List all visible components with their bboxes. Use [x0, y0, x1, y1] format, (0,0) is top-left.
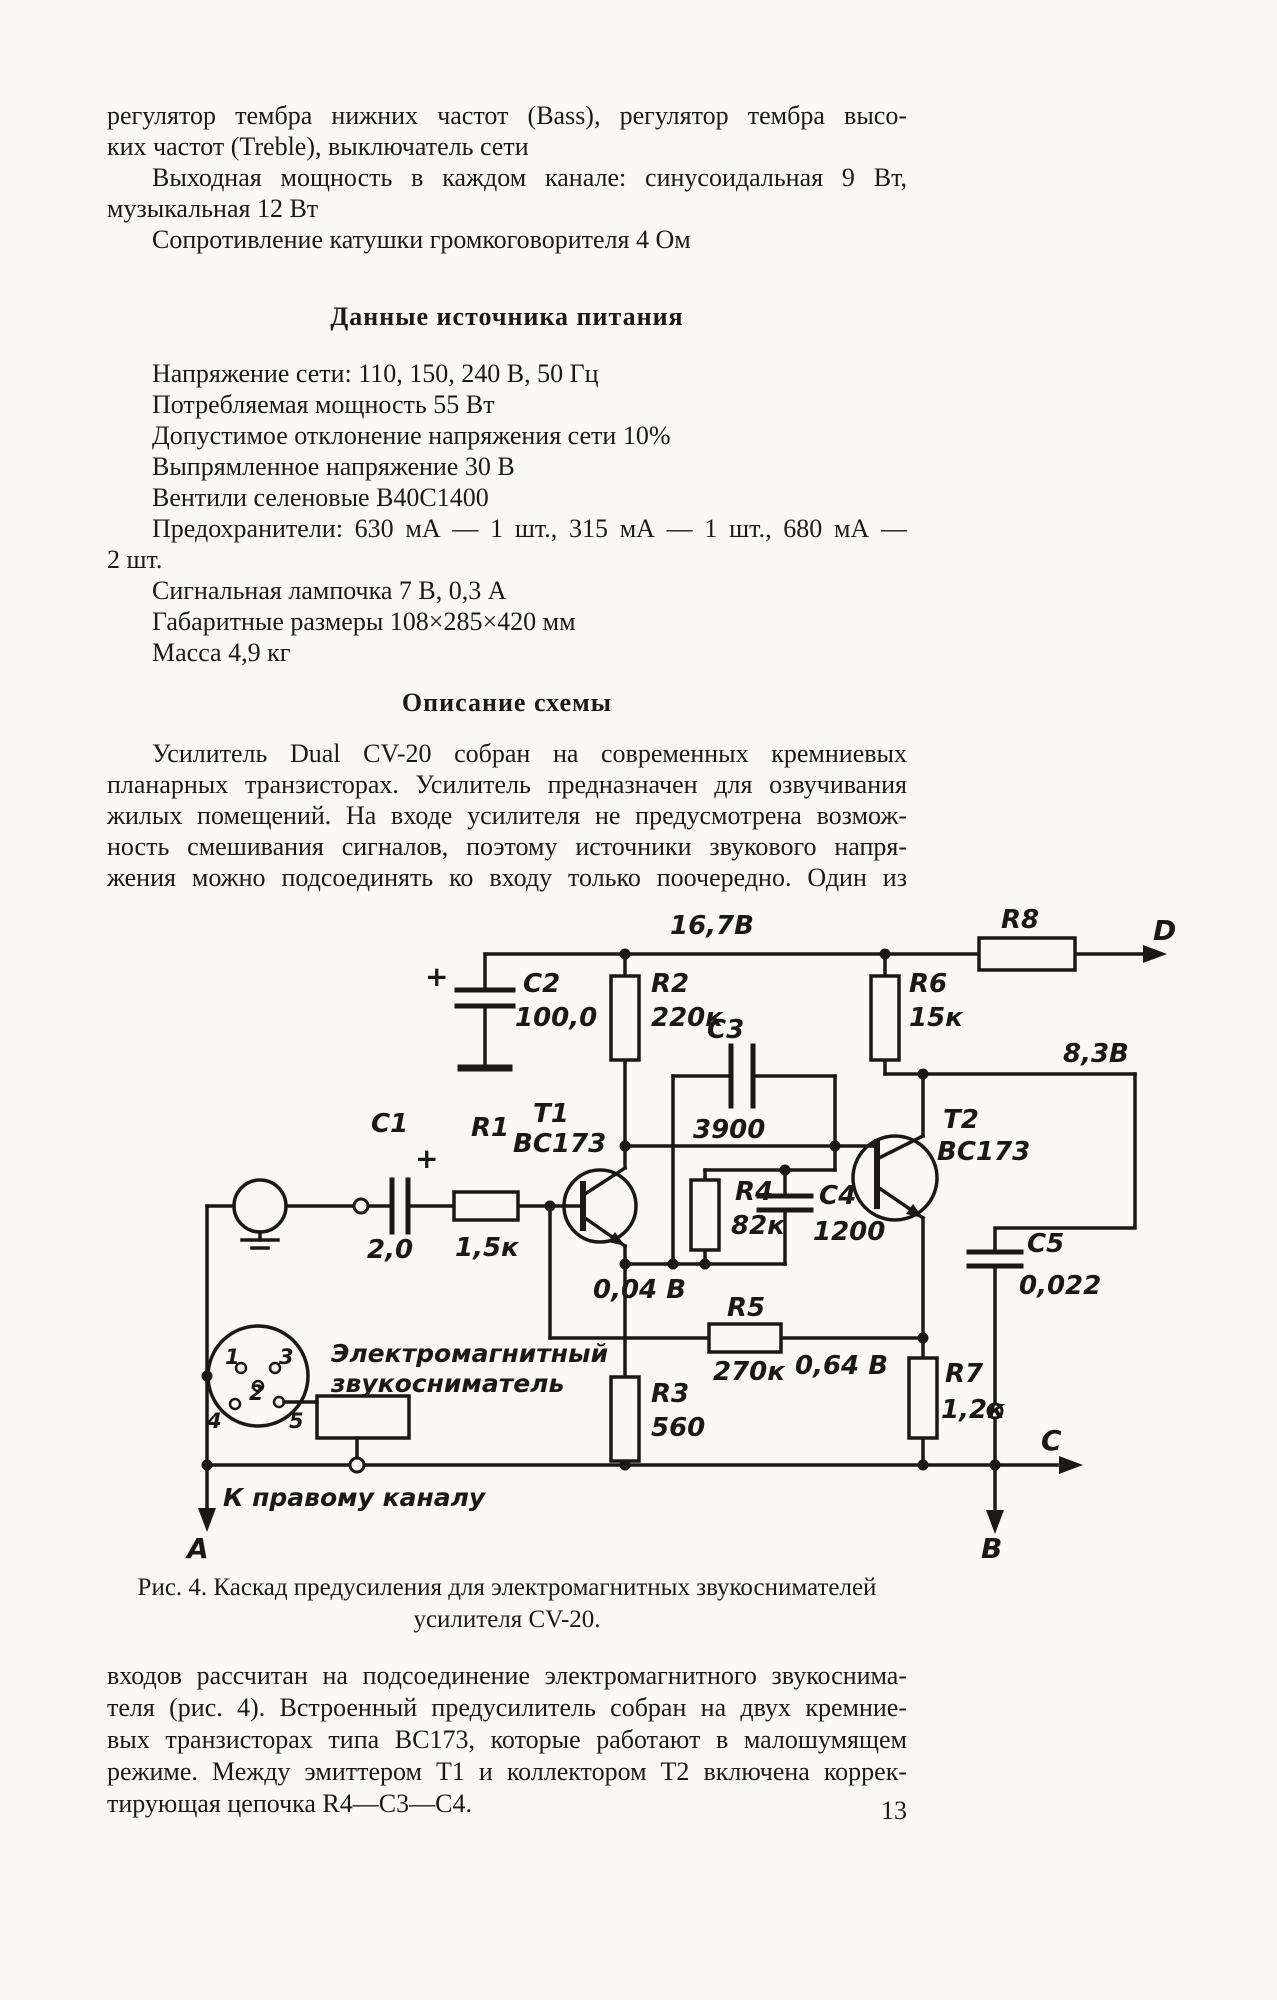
- label-r3: R3: [651, 1379, 690, 1409]
- label-pin5: 5: [289, 1409, 304, 1433]
- resistor-r1: [454, 1192, 518, 1220]
- figure-caption: [107, 1572, 907, 1636]
- label-c5: C5: [1027, 1229, 1065, 1259]
- list-item: Масса 4,9 кг: [152, 638, 291, 667]
- label-t2-collector-voltage: 8,3В: [1063, 1039, 1129, 1069]
- label-r3-value: 560: [651, 1413, 706, 1443]
- arrow-c: [1059, 1456, 1083, 1474]
- text-line: жилых помещений. На входе усилителя не предусмотрена возмож-: [107, 801, 907, 830]
- arrow-a: [198, 1508, 216, 1532]
- label-r5-value: 270к: [713, 1357, 785, 1387]
- text-line: ность смешивания сигналов, поэтому источники звукового напря-: [107, 832, 907, 861]
- label-pickup-line1: Электромагнитный: [331, 1339, 609, 1368]
- text-line: музыкальная 12 Вт: [107, 194, 319, 223]
- text-line: ких частот (Treble), выключатель сети: [107, 132, 529, 161]
- label-r1-value: 1,5к: [455, 1233, 519, 1263]
- label-r7: R7: [945, 1359, 984, 1389]
- label-t2: T2: [943, 1105, 979, 1135]
- page-number: 13: [881, 1796, 907, 1825]
- list-item: Потребляемая мощность 55 Вт: [152, 390, 495, 419]
- label-c4-value: 1200: [813, 1217, 886, 1247]
- text-line: регулятор тембра нижних частот (Bass), регулятор тембра высо-: [107, 101, 907, 130]
- list-item: 2 шт.: [107, 545, 163, 574]
- power-data-list: [107, 358, 907, 668]
- section-heading-power: Данные источника питания: [330, 302, 684, 331]
- text-line: планарных транзисторах. Усилитель предназначен для озвучивания: [107, 770, 907, 799]
- label-c3: C3: [707, 1015, 745, 1045]
- text-line: режиме. Между эмиттером Т1 и коллектором Т2 включена коррек-: [107, 1757, 907, 1786]
- text-line: жения можно подсоединять ко входу только поочередно. Один из: [107, 863, 907, 892]
- label-r4-value: 82к: [731, 1211, 785, 1241]
- text-line: Сопротивление катушки громкоговорителя 4 Ом: [152, 225, 691, 254]
- section-heading-description: Описание схемы: [401, 688, 613, 717]
- circuit-diagram: [95, 888, 1185, 1568]
- label-r5: R5: [727, 1293, 766, 1323]
- label-t2-type: ВС173: [937, 1137, 1031, 1167]
- label-r2-value: 220к: [651, 1003, 723, 1033]
- label-r7-value: 1,2к: [941, 1395, 1005, 1425]
- text-line: Усилитель Dual CV-20 собран на современных кремниевых: [152, 739, 907, 768]
- label-r4: R4: [735, 1177, 774, 1207]
- paragraph-specs: [107, 100, 907, 255]
- caption-line: усилителя CV-20.: [413, 1606, 601, 1633]
- label-c1-plus: +: [415, 1142, 439, 1175]
- label-terminal-c: С: [1041, 1424, 1062, 1457]
- label-supply-voltage: 16,7В: [670, 911, 754, 941]
- list-item: Допустимое отклонение напряжения сети 10%: [152, 421, 671, 450]
- label-pickup-line2: звукосниматель: [331, 1369, 565, 1398]
- label-c1-value: 2,0: [367, 1235, 414, 1265]
- resistor-r5: [709, 1324, 781, 1352]
- label-r6-value: 15к: [909, 1003, 963, 1033]
- list-item: Сигнальная лампочка 7 В, 0,3 А: [152, 576, 507, 605]
- label-t1-type: ВС173: [513, 1129, 607, 1159]
- label-c2: C2: [523, 969, 561, 999]
- label-c2-value: 100,0: [515, 1003, 598, 1033]
- label-pin1: 1: [225, 1345, 240, 1369]
- label-c4: C4: [819, 1181, 857, 1211]
- resistor-r4: [691, 1180, 719, 1250]
- text-line: вых транзисторах типа ВС173, которые работают в малошумящем: [107, 1725, 907, 1754]
- paragraph-description: [107, 738, 907, 893]
- label-right-channel: К правому каналу: [223, 1483, 486, 1512]
- label-t1: T1: [533, 1099, 569, 1129]
- arrow-b: [986, 1510, 1004, 1534]
- label-c1: C1: [371, 1109, 409, 1139]
- arrow-d: [1143, 945, 1167, 963]
- label-c2-plus: +: [425, 960, 449, 993]
- resistor-r6: [871, 976, 899, 1060]
- text-line: теля (рис. 4). Встроенный предусилитель собран на двух кремние-: [107, 1693, 907, 1722]
- label-c5-value: 0,022: [1019, 1271, 1102, 1301]
- label-terminal-d: D: [1153, 914, 1177, 947]
- label-terminal-b: В: [981, 1532, 1003, 1565]
- list-item: Выпрямленное напряжение 30 В: [152, 452, 515, 481]
- text-line: Выходная мощность в каждом канале: синусоидальная 9 Вт,: [152, 163, 907, 192]
- list-item: Предохранители: 630 мА — 1 шт., 315 мА — 1 шт., 680 мА —: [152, 514, 907, 543]
- resistor-r7: [909, 1358, 937, 1438]
- preamp-schematic: [95, 888, 1185, 1568]
- label-r2: R2: [651, 969, 690, 999]
- label-r8: R8: [1001, 905, 1040, 935]
- label-pin4: 4: [207, 1409, 222, 1433]
- label-r1: R1: [471, 1113, 510, 1143]
- label-pin2: 2: [249, 1381, 264, 1405]
- list-item: Напряжение сети: 110, 150, 240 В, 50 Гц: [152, 359, 599, 388]
- caption-line: Рис. 4. Каскад предусиления для электромагнитных звукоснимателей: [137, 1574, 877, 1601]
- text-line: тирующая цепочка R4—С3—С4.: [107, 1789, 472, 1818]
- label-c3-value: 3900: [693, 1115, 766, 1145]
- label-pin3: 3: [279, 1345, 294, 1369]
- resistor-r3: [611, 1377, 639, 1461]
- text-line: входов рассчитан на подсоединение электромагнитного звукоснима-: [107, 1661, 907, 1690]
- label-t1-emitter-voltage: 0,04 В: [593, 1275, 687, 1305]
- label-t2-emitter-voltage: 0,64 В: [795, 1351, 889, 1381]
- resistor-r2: [611, 976, 639, 1060]
- label-terminal-a: А: [187, 1532, 209, 1565]
- resistor-r8: [979, 938, 1075, 970]
- list-item: Вентили селеновые В40С1400: [152, 483, 489, 512]
- list-item: Габаритные размеры 108×285×420 мм: [152, 607, 576, 636]
- label-r6: R6: [909, 969, 948, 999]
